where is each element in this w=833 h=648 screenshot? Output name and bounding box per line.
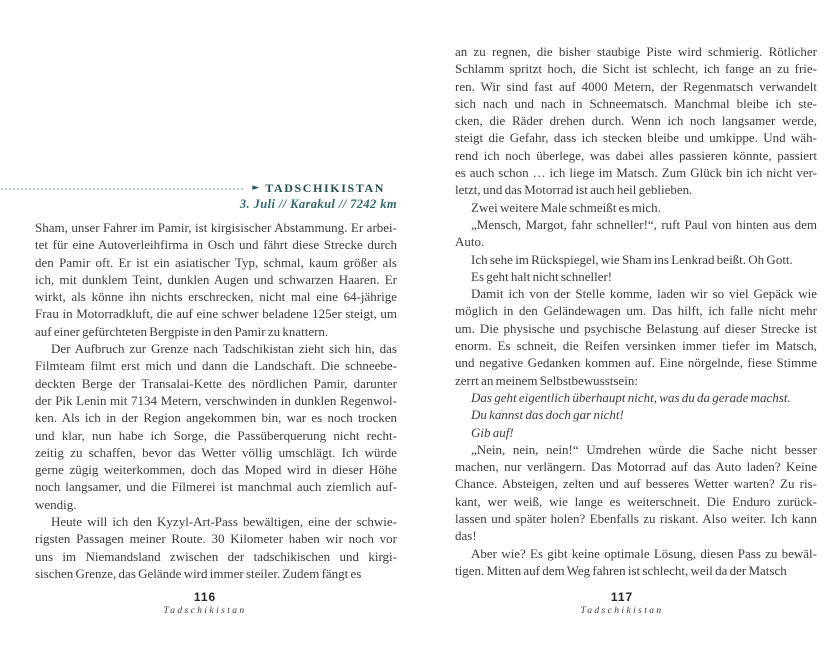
text-line: Sham, unser Fahrer im Pamir, ist kirgisischer Abstammung. Er arbei- xyxy=(35,220,397,235)
paragraph xyxy=(455,43,817,199)
text-line: gerne zügig weiterkommen, doch das Moped wird in dieser Höhe xyxy=(35,462,397,478)
text-line: ken. Als ich in der Region angekommen bin, war es noch trocken xyxy=(35,410,397,426)
text-line: sischen Grenze, das Gelände wird immer steiler. Zudem fängt es xyxy=(35,565,362,581)
paragraph xyxy=(455,251,817,268)
paragraph xyxy=(455,199,817,216)
text-line: zerrt an meinem Selbstbewusstsein: xyxy=(455,372,638,388)
paragraph xyxy=(455,406,817,423)
text-line: Der Aufbruch zur Grenze nach Tadschikistan zieht sich hin, das xyxy=(51,341,397,357)
text-line: Gib auf! xyxy=(471,424,514,440)
text-line: Du kannst das doch gar nicht! xyxy=(471,407,624,423)
text-line: Heute will ich den Kyzyl-Art-Pass bewältigen, eine der schwie- xyxy=(51,514,397,530)
text-line: Es geht halt nicht schneller! xyxy=(471,268,613,284)
text-line: rend ich noch überlege, was dabei alles passieren könnte, passiert xyxy=(455,147,817,163)
dotted-leader-line xyxy=(0,188,245,190)
text-line: Das geht eigentlich überhaupt nicht, was du da gerade machst. xyxy=(471,389,791,405)
text-line: Schlamm spritzt hoch, die Sicht ist schlecht, ich fange an zu frie- xyxy=(455,61,817,77)
section-header xyxy=(0,181,385,196)
text-line: Auto. xyxy=(455,234,485,250)
left-page-footer xyxy=(24,590,386,616)
paragraph xyxy=(455,268,817,285)
text-line: Ich sehe im Rückspiegel, wie Sham ins Lenkrad beißt. Oh Gott. xyxy=(471,251,793,267)
text-line: enorm. Es schneit, die Reifen versinken immer tiefer im Matsch, xyxy=(455,338,817,354)
text-line: rigsten Passagen meiner Route. 30 Kilometer haben wir noch vor xyxy=(35,531,397,547)
text-line: und klar, nun habe ich Sorge, die Passüberquerung nicht recht- xyxy=(35,427,397,443)
right-page-footer xyxy=(441,590,803,616)
text-line: möglich in den Geländewagen um. Das hilft, ich falle nicht mehr xyxy=(455,303,817,319)
text-line: Frau in Motorradkluft, die auf eine schwer beladene 125er steigt, um xyxy=(35,306,397,322)
text-line: noch langsamer, und die Filmerei ist manchmal auch ziemlich auf- xyxy=(35,479,397,495)
text-line: der Pik Lenin mit 7134 Metern, verschwinden in dunklen Regenwol- xyxy=(35,392,397,408)
paragraph xyxy=(455,285,817,389)
paragraph xyxy=(35,340,397,513)
text-line: tet für eine Autoverleihfirma in Osch und fährt diese Strecke durch xyxy=(35,237,397,253)
paragraph xyxy=(455,441,817,545)
arrow-right-icon: ► xyxy=(252,183,260,193)
text-line: letzt, und das Motorrad ist auch heil geblieben. xyxy=(455,182,693,198)
paragraph xyxy=(455,545,817,580)
right-page-text-column xyxy=(455,43,817,579)
text-line: ich, mit dunklem Teint, dunklen Augen und schwarzen Haaren. Er xyxy=(35,271,397,287)
text-line: und negative Gedanken kommen auf. Eine nörgelnde, fiese Stimme xyxy=(455,355,817,371)
paragraph xyxy=(455,389,817,406)
text-line: steigt die Gefahr, dass ich stecken bleibe und umkippe. Und wäh- xyxy=(455,130,817,146)
text-line: Chance. Absteigen, zelten und auf besseres Wetter warten? Zu ris- xyxy=(455,476,817,492)
text-line: das! xyxy=(455,528,477,544)
text-line: zeitig zu schaffen, bevor das Wetter völlig umschlägt. Ich würde xyxy=(35,444,397,460)
text-line: lassen und später holen? Ebenfalls zu riskant. Also weiter. Ich kann xyxy=(455,511,817,527)
text-line: „Nein, nein, nein!“ Umdrehen würde die Sache nicht besser xyxy=(471,441,817,457)
page-number: 116 xyxy=(193,590,217,604)
text-line: machen, nur verlängern. Das Motorrad auf das Auto laden? Keine xyxy=(455,459,817,475)
text-line: Aber wie? Es gibt keine optimale Lösung, diesen Pass zu bewäl- xyxy=(471,545,817,561)
running-title: Tadschikistan xyxy=(163,606,247,616)
text-line: um. Die physische und psychische Belastung auf dieser Strecke ist xyxy=(455,320,817,336)
text-line: Zwei weitere Male schmeißt es mich. xyxy=(471,199,661,215)
text-line: Damit ich von der Stelle komme, laden wir so viel Gepäck wie xyxy=(471,286,817,302)
paragraph xyxy=(35,219,397,340)
page-number: 117 xyxy=(610,590,634,604)
text-line: ren. Wir sind fast auf 4000 Metern, der Regenmatsch verwandelt xyxy=(455,78,817,94)
text-line: wendig. xyxy=(35,496,77,512)
running-title: Tadschikistan xyxy=(580,606,664,616)
paragraph xyxy=(455,424,817,441)
left-page-text-column xyxy=(35,219,397,582)
text-line: es auch schon … ich liege im Matsch. Zum Glück bin ich nicht ver- xyxy=(455,165,817,181)
text-line: Filmteam filmt erst mich und dann die Landschaft. Die schneebe- xyxy=(35,358,397,374)
paragraph xyxy=(35,513,397,582)
date-location-line: 3. Juli // Karakul // 7242 km xyxy=(239,197,397,211)
paragraph xyxy=(455,216,817,251)
text-line: den Pamir oft. Er ist ein asiatischer Typ, schmal, kaum größer als xyxy=(35,254,397,270)
text-line: „Mensch, Margot, fahr schneller!“, ruft Paul von hinten aus dem xyxy=(471,216,817,232)
text-line: kant, wer weiß, wie lange es weiterschneit. Die Enduro zurück- xyxy=(455,493,817,509)
text-line: cken, die Räder drehen durch. Wenn ich noch langsamer werde, xyxy=(455,113,817,129)
text-line: wirkt, als könne ihn nichts erschrecken, nicht mal eine 64-jährige xyxy=(35,289,397,305)
text-line: auf einer gefürchteten Bergpiste in den Pamir zu knattern. xyxy=(35,323,329,339)
text-line: deckten Berge der Transalai-Kette des nördlichen Pamir, darunter xyxy=(35,375,397,391)
text-line: an zu regnen, die bisher staubige Piste wird schmierig. Rötlicher xyxy=(455,44,817,59)
text-line: sich nach und nach in Schneematsch. Manchmal bleibe ich ste- xyxy=(455,95,817,111)
text-line: tigen. Mitten auf dem Weg fahren ist schlecht, weil da der Matsch xyxy=(455,562,787,578)
section-title: TADSCHIKISTAN xyxy=(265,181,385,195)
text-line: uns im Niemandsland zwischen der tadschikischen und kirgi- xyxy=(35,548,397,564)
